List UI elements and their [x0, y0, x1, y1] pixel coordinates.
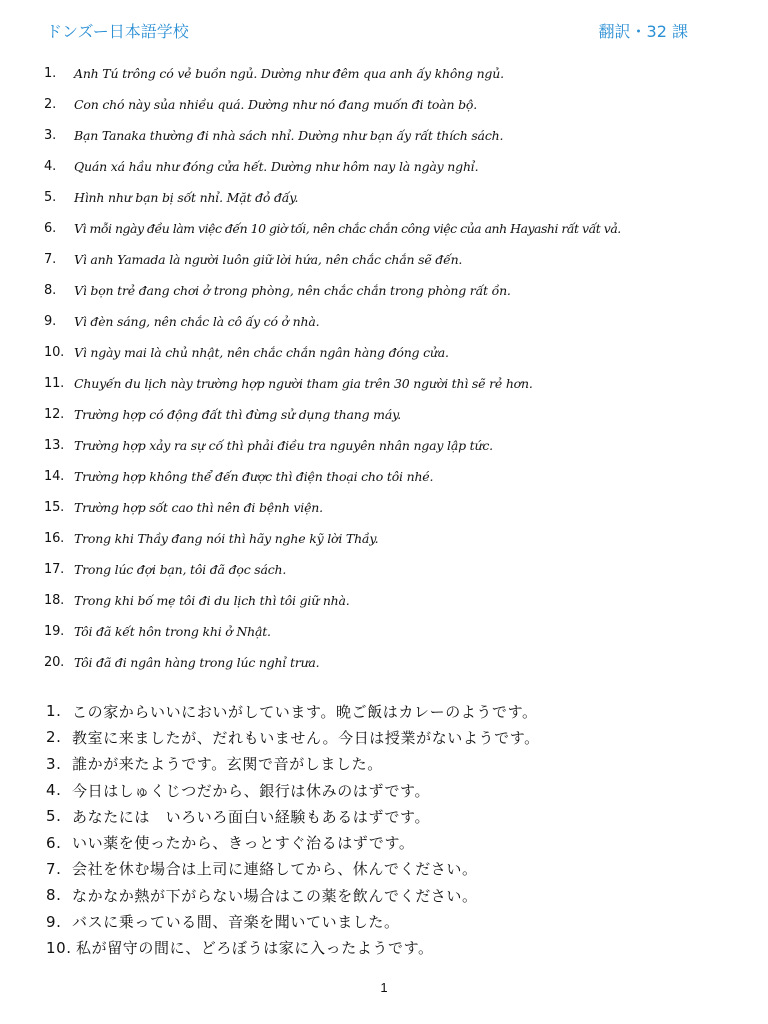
sentence-number: 7. — [46, 859, 62, 878]
sentence-number: 12. — [44, 407, 65, 422]
sentence-text: Anh Tú trông có vẻ buồn ngủ. Dường như đêm qua anh ấy không ngủ. — [74, 66, 504, 81]
sentence-number: 6. — [46, 833, 62, 852]
sentence-text: Hình như bạn bị sốt nhỉ. Mặt đỏ đấy. — [74, 190, 299, 205]
vi-sentence-9 — [44, 306, 744, 337]
vi-sentence-7 — [44, 244, 744, 275]
sentence-text: Trường hợp xảy ra sự cố thì phải điều tra nguyên nhân ngay lập tức. — [74, 438, 493, 453]
vi-sentence-1 — [44, 58, 744, 89]
sentence-text: Vì bọn trẻ đang chơi ở trong phòng, nên chắc chắn trong phòng rất ồn. — [74, 283, 511, 298]
school-name: ドンズー日本語学校 — [46, 21, 189, 41]
lesson-label: 翻訳・32 課 — [598, 21, 688, 41]
sentence-text: Trong khi Thầy đang nói thì hãy nghe kỹ lời Thầy. — [74, 531, 379, 546]
sentence-text: Vì anh Yamada là người luôn giữ lời hứa, nên chắc chắn sẽ đến. — [74, 252, 463, 267]
vi-sentence-13 — [44, 430, 744, 461]
vi-sentence-8 — [44, 275, 744, 306]
ja-sentence-1 — [46, 698, 746, 724]
sentence-text: Tôi đã đi ngân hàng trong lúc nghỉ trưa. — [74, 655, 320, 670]
page-header — [46, 18, 688, 42]
vi-sentence-19 — [44, 616, 744, 647]
vi-sentence-20 — [44, 647, 744, 678]
ja-sentence-5 — [46, 803, 746, 829]
sentence-number: 7. — [44, 252, 57, 267]
vi-sentence-17 — [44, 554, 744, 585]
sentence-text: Vì mỗi ngày đều làm việc đến 10 giờ tối, nên chắc chắn công việc của anh Hayashi rất vất vả. — [74, 221, 621, 236]
sentence-text: なかなか熱が下がらない場合はこの薬を飲んでください。 — [72, 886, 478, 905]
vietnamese-sentence-list — [44, 58, 744, 678]
sentence-text: Trường hợp có động đất thì đừng sử dụng thang máy. — [74, 407, 402, 422]
ja-sentence-9 — [46, 908, 746, 934]
vi-sentence-3 — [44, 120, 744, 151]
vi-sentence-16 — [44, 523, 744, 554]
ja-sentence-7 — [46, 856, 746, 882]
vi-sentence-11 — [44, 368, 744, 399]
sentence-text: Trường hợp không thể đến được thì điện thoại cho tôi nhé. — [74, 469, 434, 484]
vi-sentence-6 — [44, 213, 744, 244]
sentence-number: 11. — [44, 376, 65, 391]
sentence-text: Trong lúc đợi bạn, tôi đã đọc sách. — [74, 562, 287, 577]
ja-sentence-8 — [46, 882, 746, 908]
sentence-number: 1. — [44, 66, 57, 81]
sentence-number: 3. — [44, 128, 57, 143]
sentence-number: 10. — [46, 938, 72, 957]
ja-sentence-3 — [46, 751, 746, 777]
sentence-number: 2. — [44, 97, 57, 112]
sentence-number: 5. — [44, 190, 57, 205]
vi-sentence-5 — [44, 182, 744, 213]
sentence-text: Vì đèn sáng, nên chắc là cô ấy có ở nhà. — [74, 314, 320, 329]
sentence-number: 4. — [44, 159, 57, 174]
ja-sentence-2 — [46, 724, 746, 750]
sentence-text: Tôi đã kết hôn trong khi ở Nhật. — [74, 624, 271, 639]
sentence-text: 私が留守の間に、どろぼうは家に入ったようです。 — [76, 939, 434, 958]
vi-sentence-4 — [44, 151, 744, 182]
page-number: 1 — [380, 980, 388, 995]
ja-sentence-4 — [46, 777, 746, 803]
sentence-number: 18. — [44, 593, 65, 608]
sentence-text: Bạn Tanaka thường đi nhà sách nhỉ. Dường như bạn ấy rất thích sách. — [74, 128, 504, 143]
sentence-text: バスに乗っている間、音楽を聞いていました。 — [72, 913, 400, 932]
sentence-number: 15. — [44, 500, 65, 515]
sentence-number: 1. — [46, 702, 62, 721]
sentence-number: 8. — [44, 283, 57, 298]
sentence-number: 9. — [44, 314, 57, 329]
sentence-text: この家からいいにおいがしています。晩ご飯はカレーのようです。 — [72, 702, 538, 721]
vi-sentence-18 — [44, 585, 744, 616]
sentence-text: Con chó này sủa nhiều quá. Dường như nó đang muốn đi toàn bộ. — [74, 97, 478, 112]
sentence-text: あなたには いろいろ面白い経験もあるはずです。 — [72, 807, 431, 826]
sentence-number: 20. — [44, 655, 65, 670]
sentence-text: いい薬を使ったから、きっとすぐ治るはずです。 — [72, 834, 415, 853]
vi-sentence-10 — [44, 337, 744, 368]
sentence-number: 2. — [46, 728, 62, 747]
vi-sentence-12 — [44, 399, 744, 430]
ja-sentence-6 — [46, 829, 746, 855]
sentence-text: Quán xá hầu như đóng cửa hết. Dường như hôm nay là ngày nghỉ. — [74, 159, 479, 174]
japanese-sentence-list — [46, 698, 746, 961]
sentence-number: 16. — [44, 531, 65, 546]
sentence-number: 14. — [44, 469, 65, 484]
vi-sentence-2 — [44, 89, 744, 120]
sentence-text: Trong khi bố mẹ tôi đi du lịch thì tôi giữ nhà. — [74, 593, 350, 608]
sentence-number: 6. — [44, 221, 57, 236]
sentence-number: 8. — [46, 886, 62, 905]
sentence-text: Trường hợp sốt cao thì nên đi bệnh viện. — [74, 500, 323, 515]
sentence-number: 10. — [44, 345, 65, 360]
sentence-number: 13. — [44, 438, 65, 453]
sentence-number: 17. — [44, 562, 65, 577]
sentence-text: Chuyến du lịch này trường hợp người tham gia trên 30 người thì sẽ rẻ hơn. — [74, 376, 533, 391]
sentence-text: 会社を休む場合は上司に連絡してから、休んでください。 — [72, 860, 478, 879]
sentence-text: 今日はしゅくじつだから、銀行は休みのはずです。 — [72, 781, 431, 800]
sentence-number: 19. — [44, 624, 65, 639]
sentence-number: 5. — [46, 807, 62, 826]
ja-sentence-10 — [46, 935, 746, 961]
sentence-text: 教室に来ましたが、だれもいません。今日は授業がないようです。 — [72, 728, 540, 747]
sentence-number: 3. — [46, 754, 62, 773]
sentence-text: 誰かが来たようです。玄関で音がしました。 — [72, 755, 383, 774]
sentence-number: 9. — [46, 912, 62, 931]
sentence-number: 4. — [46, 781, 62, 800]
vi-sentence-15 — [44, 492, 744, 523]
vi-sentence-14 — [44, 461, 744, 492]
sentence-text: Vì ngày mai là chủ nhật, nên chắc chắn ngân hàng đóng cửa. — [74, 345, 449, 360]
